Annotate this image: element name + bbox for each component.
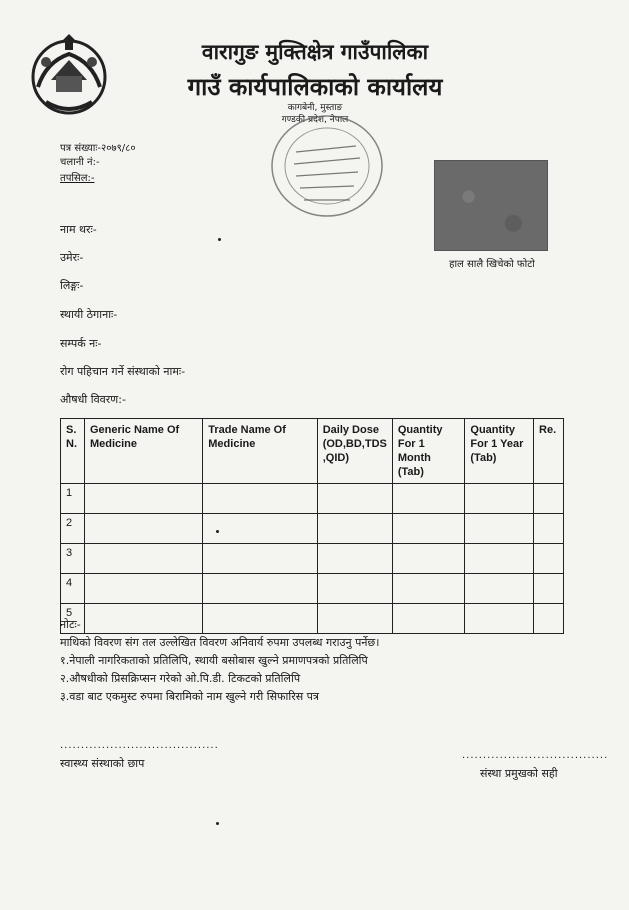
notes-item: १.नेपाली नागरिकताको प्रतिलिपि, स्थायी बसोबास खुल्ने प्रमाणपत्रको प्रतिलिपि: [60, 654, 368, 667]
signature-line-right: ...................................: [462, 750, 609, 761]
table-cell[interactable]: [392, 514, 465, 544]
field-contact: सम्पर्क नः-: [60, 337, 102, 350]
photo-caption: हाल सालै खिचेको फोटो: [449, 259, 535, 270]
table-cell[interactable]: [84, 574, 202, 604]
row-number: 2: [61, 514, 85, 544]
table-cell[interactable]: [392, 544, 465, 574]
dispatch-number: चलानी नं:-: [60, 157, 100, 168]
field-address: स्थायी ठेगानाः-: [60, 308, 118, 321]
table-cell[interactable]: [317, 544, 392, 574]
office-name: गाउँ कार्यपालिकाको कार्यालय: [187, 72, 443, 101]
notes-title: नोटः-: [60, 618, 81, 631]
table-cell[interactable]: [84, 514, 202, 544]
table-cell[interactable]: [534, 544, 564, 574]
header-qty-year: Quantity For 1 Year (Tab): [465, 419, 534, 484]
header-generic-name: Generic Name Of Medicine: [84, 419, 202, 484]
table-header-row: [61, 419, 564, 484]
table-cell[interactable]: [465, 544, 534, 574]
address-line-1: कागबेनी, मुस्ताङ: [287, 103, 343, 113]
table-cell[interactable]: [203, 514, 317, 544]
table-row: [61, 484, 564, 514]
table-cell[interactable]: [317, 574, 392, 604]
table-cell[interactable]: [84, 484, 202, 514]
row-number: 4: [61, 574, 85, 604]
table-cell[interactable]: [534, 484, 564, 514]
header-trade-name: Trade Name Of Medicine: [203, 419, 317, 484]
header-qty-month: Quantity For 1 Month (Tab): [392, 419, 465, 484]
municipality-name: वारागुङ मुक्तिक्षेत्र गाउँपालिका: [201, 39, 429, 64]
header-daily-dose: Daily Dose (OD,BD,TDS ,QID): [317, 419, 392, 484]
applicant-photo: [434, 160, 548, 251]
table-row: [61, 544, 564, 574]
table-cell[interactable]: [465, 574, 534, 604]
table-cell[interactable]: [465, 484, 534, 514]
medicine-table: [60, 418, 564, 634]
signature-line-left: ......................................: [60, 740, 219, 751]
notes-item: ३.वडा बाट एकमुस्ट रुपमा बिरामिको नाम खुल्ने गरी सिफारिस पत्र: [60, 690, 319, 703]
scan-speck: [218, 238, 221, 241]
field-age: उमेरः-: [60, 251, 84, 264]
table-cell[interactable]: [203, 484, 317, 514]
header-remarks: Re.: [534, 419, 564, 484]
table-cell[interactable]: [465, 604, 534, 634]
table-cell[interactable]: [392, 484, 465, 514]
nepal-emblem-icon: [26, 32, 112, 118]
row-number: 3: [61, 544, 85, 574]
field-medicine-details: औषधी विवरण:-: [60, 393, 126, 406]
table-cell[interactable]: [203, 544, 317, 574]
table-cell[interactable]: [465, 514, 534, 544]
letter-number: पत्र संख्याः-२०७९/८०: [60, 143, 136, 154]
health-institution-stamp-label: स्वास्थ्य संस्थाको छाप: [60, 757, 145, 770]
field-gender: लिङ्गः-: [60, 279, 84, 292]
header-sn: S. N.: [61, 419, 85, 484]
scan-speck: [216, 530, 219, 533]
table-cell[interactable]: [534, 604, 564, 634]
subject-label: तपसिल:-: [60, 173, 95, 184]
address-line-2: गण्डकी प्रदेश, नेपाल: [281, 115, 349, 125]
office-seal-stamp: [268, 112, 386, 220]
notes-intro: माथिको विवरण संग तल उल्लेखित विवरण अनिवार्य रुपमा उपलब्ध गराउनु पर्नेछ।: [60, 636, 380, 649]
table-cell[interactable]: [392, 604, 465, 634]
table-cell[interactable]: [317, 484, 392, 514]
table-cell[interactable]: [84, 544, 202, 574]
table-cell[interactable]: [534, 514, 564, 544]
notes-section: [60, 616, 379, 706]
notes-item: २.औषधीको प्रिसक्रिप्सन गरेको ओ.पि.डी. टिकटको प्रतिलिपि: [60, 672, 301, 685]
scan-speck: [216, 822, 219, 825]
table-cell[interactable]: [534, 574, 564, 604]
table-cell[interactable]: [392, 574, 465, 604]
row-number: 5: [61, 604, 85, 634]
row-number: 1: [61, 484, 85, 514]
table-cell[interactable]: [317, 514, 392, 544]
field-name: नाम थरः-: [60, 223, 97, 236]
table-row: [61, 514, 564, 544]
institution-head-signature-label: संस्था प्रमुखको सही: [480, 767, 558, 780]
field-institution: रोग पहिचान गर्ने संस्थाको नामः-: [60, 365, 186, 378]
table-cell[interactable]: [203, 574, 317, 604]
table-row: [61, 574, 564, 604]
